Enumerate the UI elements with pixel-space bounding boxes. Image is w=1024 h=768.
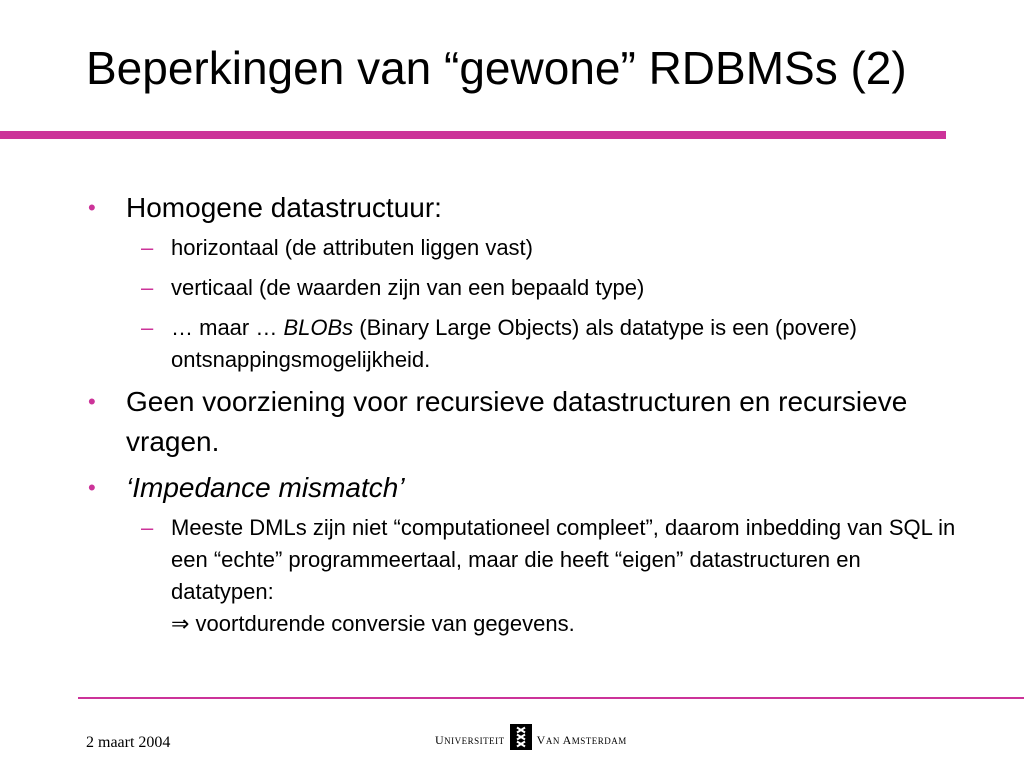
university-name-left: UNIVERSITEIT [435,733,505,747]
implies-arrow-icon: ⇒ [171,611,190,636]
bullet-icon: • [88,389,96,414]
title-divider [0,131,946,139]
sub-item [133,512,968,640]
footer-date: 2 maart 2004 [86,734,171,751]
sub-item-text: verticaal (de waarden zijn van een bepaald type) [171,275,645,300]
sub-item [133,272,968,304]
bullet-icon: • [88,195,96,220]
sub-item-text-start: … maar … [171,315,284,340]
sub-item-conclusion: voortdurende conversie van gegevens. [189,611,575,636]
bullet-item [88,468,968,508]
footer-divider [78,697,1024,699]
sub-item [133,312,968,376]
bullet-icon: • [88,475,96,500]
bullet-text: Geen voorziening voor recursieve datastructuren en recursieve vragen. [126,386,908,457]
dash-icon: – [141,275,154,300]
sub-item-text: horizontaal (de attributen liggen vast) [171,235,533,260]
bullet-text: Homogene datastructuur: [126,192,442,223]
slide-title: Beperkingen van “gewone” RDBMSs (2) [86,42,907,94]
bullet-text: ‘Impedance mismatch’ [126,472,405,503]
university-logo [435,724,627,750]
sub-item-emphasis: BLOBs [283,315,354,340]
sub-item-text-end: (Binary Large Objects) als datatype is een (povere) ontsnappingsmogelijkheid. [171,315,857,372]
dash-icon: – [141,235,154,260]
sub-item [133,232,968,264]
amsterdam-crosses-icon [510,724,532,750]
dash-icon: – [141,315,154,340]
bullet-item [88,382,968,462]
sub-item-text: Meeste DMLs zijn niet “computationeel compleet”, daarom inbedding van SQL in een “echte” programmeertaal, maar die heeft “eigen” datastructuren en datatypen: [171,515,956,604]
dash-icon: – [141,515,154,540]
university-name-right: VAN AMSTERDAM [536,733,627,747]
slide-body [88,188,968,640]
bullet-item [88,188,968,228]
